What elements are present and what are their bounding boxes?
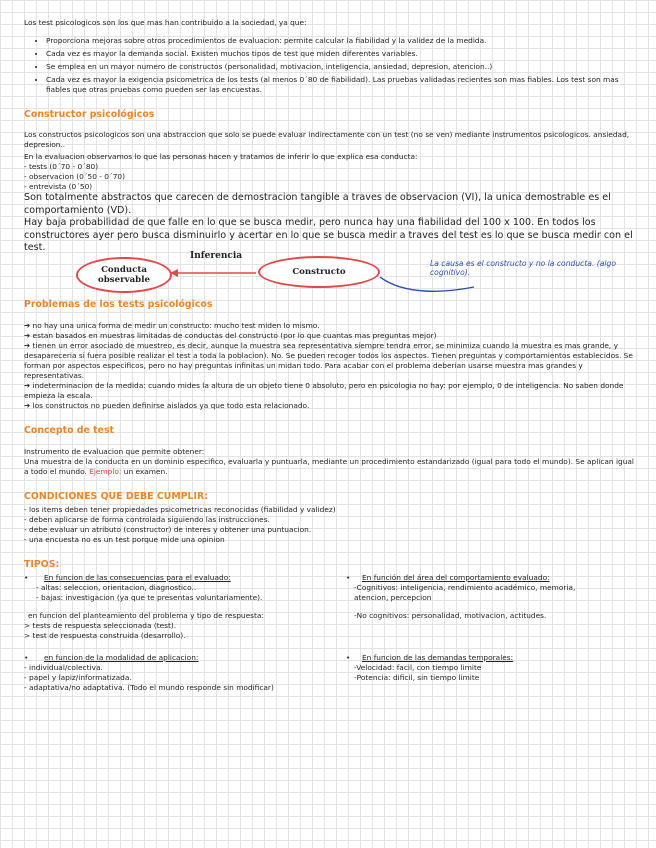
diagram-note: La causa es el constructo y no la conducta. (algo cognitivo). (430, 258, 616, 277)
tipo-item: - individual/colectiva. (24, 662, 103, 672)
problema-item: ➔ los constructos no pueden definirse aislados ya que todo esta relacionado. (24, 400, 310, 410)
intro-bullets (24, 36, 640, 95)
concepto-paragraph (24, 457, 640, 477)
conducta-observable-label: Conducta observable (98, 264, 150, 285)
problema-item: ➔ no hay una unica forma de medir un constructo: mucho test miden lo mismo. (24, 320, 320, 330)
condicion-item: - los items deben tener propiedades psicometricas reconocidas (fiabilidad y validez) (24, 504, 336, 514)
tipos-col-left (24, 653, 346, 693)
constructor-list-item: - observacion (0´50 - 0´70) (24, 172, 125, 181)
tipo-item: - bajas: investigacion (ya que te presentas voluntariamente). (36, 592, 263, 602)
heading-problemas: Problemas de los tests psicológicos (24, 298, 213, 310)
tipo-item: > tests de respuesta seleccionada (test). (24, 620, 177, 630)
problema-item: ➔ estan basados en muestras limitadas de conductas del constructo (por lo que cuantas mas preguntas mejor) (24, 330, 437, 340)
condicion-item: - debe evaluar un atributo (constructor) de interes y obtener una puntuacion. (24, 524, 312, 534)
heading-constructor: Constructor psicológicos (24, 109, 155, 120)
constructor-list-item: - tests (0´70 - 0´80) (24, 162, 99, 171)
tipo-item: -Cognitivos: inteligencia, rendimiento académico, memoria, atencion, percepcion (354, 582, 576, 602)
tipo-title: • en funcion de la modalidad de aplicacion: (24, 652, 199, 662)
constructo-label: Constructo (292, 266, 346, 277)
tipo-item: -Velocidad: facil, con tiempo limite (354, 662, 482, 672)
intro-bullet: • Se emplea en un mayor numero de constructos (personalidad, motivacion, inteligencia, ansiedad, depresion, atencion..) (46, 62, 640, 72)
tipo-title-text: En funcion de las demandas temporales: (362, 652, 514, 662)
concepto-text: Una muestra de la conducta en un dominio especifico, evaluarla y puntuarla, mediante un procedimiento estandarizado (igual para todo el mundo). Se aplican igual a todo el mundo. (24, 456, 634, 476)
constructor-large-text: Hay baja probabilidad de que falle en lo que se busca medir, pero nunca hay una fiabilidad del 100 x 100. En todos los constructores ayer pero busca disminuirlo y acertar en lo que se busca medir a traves del test es lo que se busca medir con el test. (24, 217, 633, 253)
tipo-title: • En funcion de las consecuencias para el evaluado: (24, 572, 231, 582)
constructor-large-text: Son totalmente abstractos que carecen de demostracion tangible a traves de observacion (VI), la unica demostrable es el comportamiento (VD). (24, 192, 611, 216)
tipo-item: - altas: seleccion, orientacion, diagnostico.. (36, 582, 197, 592)
tipo-title: en funcion del planteamiento del problema y tipo de respuesta: (28, 610, 264, 620)
tipo-title-text: En función del área del comportamiento evaluado: (362, 572, 550, 582)
inferencia-label: Inferencia (190, 250, 243, 261)
problema-item: ➔ tienen un error asociado de muestreo, es decir, aunque la muestra sea representativa siempre tendra error, se minimiza cuando la muestra es mas grande, y desapareceria si fuera posible realizar el test a toda la poblacion). No. Se pueden recoger todos los aspectos. Tienen preguntas y comportamientos establecidos. Se forman por aspectos especificos, pero no hay preguntas infinitas un midan todo. Para acabar con el problema deberian usarse muestra mas grandes y representativas. (24, 340, 633, 380)
heading-condiciones: CONDICIONES QUE DEBE CUMPLIR: (24, 490, 208, 502)
tipo-item: - papel y lapiz/informatizada. (24, 672, 132, 682)
conducta-observable-ellipse (76, 257, 172, 293)
tipos-row-2 (24, 653, 640, 693)
condicion-item: - deben aplicarse de forma controlada siguiendo las instrucciones. (24, 514, 270, 524)
tipo-title-text: en funcion de la modalidad de aplicacion: (44, 652, 199, 662)
tipo-title: • En función del área del comportamiento evaluado: (346, 572, 550, 582)
intro-bullet: • Cada vez es mayor la exigencia psicometrica de los tests (al menos 0´80 de fiabilidad). Las pruebas validadas recientes son mas fiables. Los test son mas fiables que otras pruebas como pueden ser las encuestas. (46, 75, 640, 95)
constructor-paragraph: En la evaluacion observamos lo que las personas hacen y tratamos de inferir lo que explica esa conducta: (24, 152, 418, 161)
inference-diagram (24, 250, 640, 295)
ejemplo-text: un examen. (121, 466, 168, 476)
heading-concepto: Concepto de test (24, 424, 115, 436)
constructo-ellipse (258, 256, 380, 288)
intro-text: Los test psicologicos son los que mas han contribuido a la sociedad, ya que: (24, 18, 307, 27)
tipo-item: -Potencia: dificil, sin tiempo limite (354, 672, 480, 682)
page (24, 18, 640, 693)
intro-bullet: • Proporciona mejoras sobre otros procedimientos de evaluacion: permite calcular la fiabilidad y la validez de la medida. (46, 36, 640, 46)
constructor-list-item: - entrevista (0´50) (24, 182, 93, 191)
tipo-item: > test de respuesta construida (desarrollo). (24, 630, 186, 640)
tipos-col-right (346, 573, 638, 653)
constructor-paragraph: Los constructos psicologicos son una abstraccion que solo se puede evaluar indirectamente con un test (no se ven) mediante instrumentos psicologicos. ansiedad, depresion.. (24, 130, 630, 149)
condicion-item: - una encuesta no es un test porque mide una opinion (24, 534, 225, 544)
tipo-item: - adaptativa/no adaptativa. (Todo el mundo responde sin modificar) (24, 682, 274, 692)
intro-bullet: • Cada vez es mayor la demanda social. Existen muchos tipos de test que miden diferentes variables. (46, 49, 640, 59)
tipo-title-text: En funcion de las consecuencias para el evaluado: (44, 572, 231, 582)
tipos-col-left (24, 573, 346, 653)
concepto-paragraph: Instrumento de evaluacion que permite obtener: (24, 446, 205, 456)
heading-tipos: TIPOS: (24, 558, 60, 570)
tipo-title: • En funcion de las demandas temporales: (346, 652, 514, 662)
ejemplo-label: Ejemplo: (89, 466, 122, 476)
tipos-col-right (346, 653, 638, 693)
problema-item: ➔ indeterminacion de la medida: cuando mides la altura de un objeto tiene 0 absoluto, pero en psicologia no hay: por ejemplo, 0 de inteligencia. No saben donde empieza la escala. (24, 380, 624, 400)
tipos-row-1 (24, 573, 640, 653)
tipo-item: -No cognitivos: personalidad, motivacion, actitudes. (354, 610, 547, 620)
